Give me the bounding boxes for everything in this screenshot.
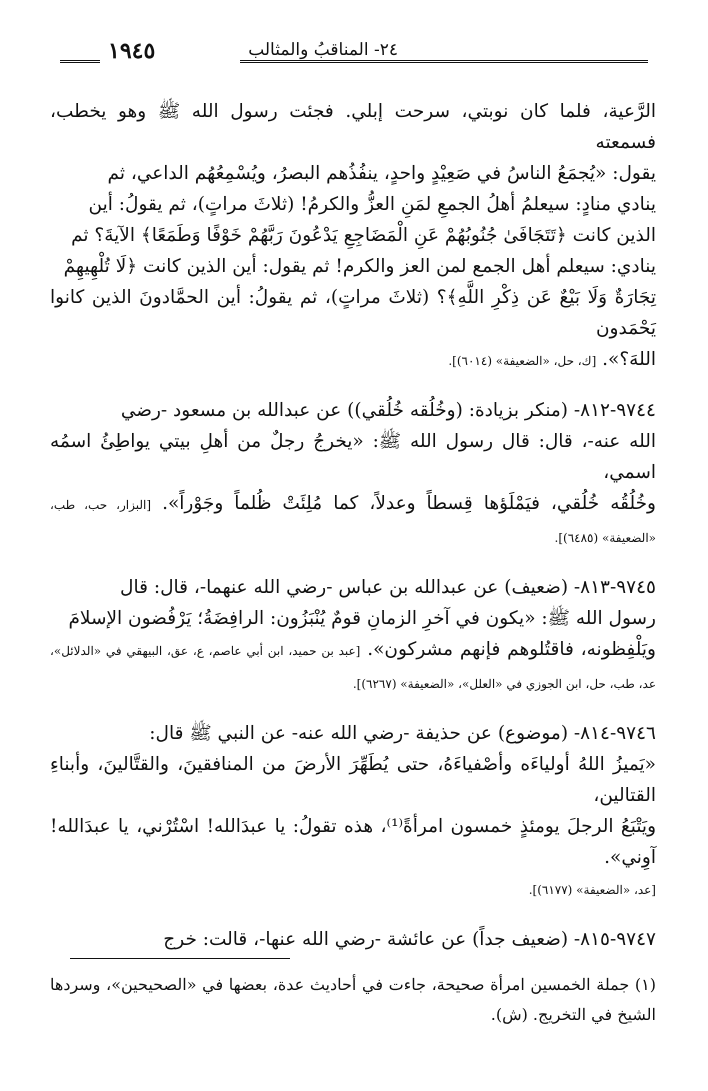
source-reference: [البزار، حب، طب، «الضعيفة» (٦٤٨٥)]. xyxy=(50,498,656,545)
footnote: (١) جملة الخمسين امرأة صحيحة، جاءت في أحاديث عدة، بعضها في «الصحيحين»، وسردها الشيخ في التخريج. (ش). xyxy=(50,975,656,1024)
text-line: الله عنه-، قال: قال رسول الله ﷺ: «يخرجُ رجلٌ من أهلِ بيتي يواطِئُ اسمُه اسمي، xyxy=(50,431,656,483)
source-reference: [عد، «الضعيفة» (٦١٧٧)]. xyxy=(528,883,656,897)
main-text xyxy=(50,96,656,973)
text-fragment: ويَلْفِظونه، فاقتُلوهم فإنهم مشركون». xyxy=(367,639,656,660)
text-fragment: وخُلُقُه خُلُقي، فيَمْلَؤها قِسطاً وعدلاً، كما مُلِئَتْ ظُلماً وجَوْراً». xyxy=(162,493,656,514)
running-title: ٢٤- المناقبُ والمثالب xyxy=(248,40,398,60)
source-reference: [ك، حل، «الضعيفة» (٦٠١٤)]. xyxy=(448,354,597,368)
text-line: ويَتْبَعُ الرجلَ يومئذٍ خمسون امرأةً⁽¹⁾، هذه تقولُ: يا عبدَالله! اسْتُرْني، يا عبدَالله! آوِني». xyxy=(50,816,656,868)
text-line: تِجَارَةٌ وَلَا بَيْعٌ عَن ذِكْرِ اللَّهِ﴾؟ (ثلاثَ مراتٍ)، ثم يقولُ: أين الحمَّادونَ الذين كانوا يَحْمَدون xyxy=(50,287,656,339)
text-line: الذين كانت ﴿تَتَجَافَىٰ جُنُوبُهُمْ عَنِ الْمَضَاجِعِ يَدْعُونَ رَبَّهُمْ خَوْفًا وَطَمَعًا﴾ الآيةَ؟ ثم xyxy=(71,225,656,246)
hadith-entry-9744 xyxy=(50,395,656,554)
text-line: ينادي: سيعلم أهل الجمع لمن العز والكرم! ثم يقول: أين الذين كانت ﴿لَا تُلْهِيهِمْ xyxy=(63,256,656,277)
page-header xyxy=(60,36,648,76)
text-line: ٩٧٤٤-٨١٢- (منكر بزيادة: (وخُلُقه خُلُقي)) عن عبدالله بن مسعود -رضي xyxy=(120,400,656,421)
text-line: «يَميزُ اللهُ أولياءَه وأصْفياءَهُ، حتى يُطَهِّرَ الأرضَ من المنافقينَ، والقتَّالينَ، وأبناءِ القتالين، xyxy=(50,754,656,806)
text-line xyxy=(50,488,656,554)
text-line: يقول: «يُجمَعُ الناسُ في صَعِيْدٍ واحدٍ، ينفُذُهم البصرُ، ويُسْمِعُهُم الداعي، ثم xyxy=(107,163,656,184)
page-number: ١٩٤٥ xyxy=(108,38,156,64)
text-line: ٩٧٤٧-٨١٥- (ضعيف جداً) عن عائشة -رضي الله عنها-، قالت: خرج xyxy=(163,929,656,950)
text-line xyxy=(50,873,656,906)
text-line: رسول الله ﷺ: «يكون في آخرِ الزمانِ قومٌ يُنْبَزُون: الرافِضَةُ؛ يَرْفُضون الإسلامَ xyxy=(68,608,656,629)
footnote-divider xyxy=(70,958,290,959)
text-line: ٩٧٤٥-٨١٣- (ضعيف) عن عبدالله بن عباس -رضي الله عنهما-، قال: قال xyxy=(120,577,656,598)
header-rule xyxy=(240,60,648,63)
hadith-entry-9745 xyxy=(50,572,656,700)
hadith-entry-9746 xyxy=(50,718,656,906)
text-fragment: اللهَ؟». xyxy=(602,349,656,370)
text-line: ينادي منادٍ: سيعلمُ أهلُ الجمعِ لمَنِ العزُّ والكرمُ! (ثلاثَ مراتٍ)، ثم يقولُ: أين xyxy=(88,194,656,215)
hadith-entry-continued xyxy=(50,96,656,377)
text-line: الرَّعية، فلما كان نوبتي، سرحت إبلي. فجئت رسول الله ﷺ وهو يخطب، فسمعته xyxy=(50,101,656,153)
header-rule-left xyxy=(60,60,100,63)
text-line: ٩٧٤٦-٨١٤- (موضوع) عن حذيفة -رضي الله عنه- عن النبي ﷺ قال: xyxy=(149,723,656,744)
hadith-entry-9747 xyxy=(50,924,656,955)
source-reference: [عبد بن حميد، ابن أبي عاصم، ع، عق، البيهقي في «الدلائل»، عد، طب، حل، ابن الجوزي في «العلل»، «الضعيفة» (٦٢٦٧)]. xyxy=(50,644,656,691)
text-line xyxy=(50,634,656,700)
text-line xyxy=(50,344,656,377)
